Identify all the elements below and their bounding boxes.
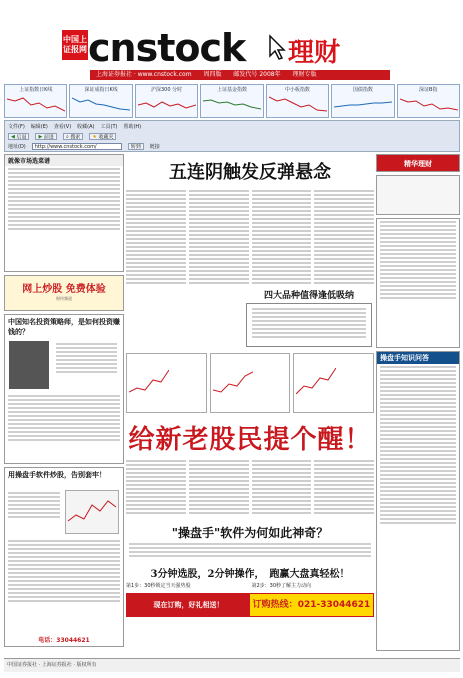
text-line — [380, 466, 456, 468]
text-line — [8, 188, 120, 190]
star-icon: ★ — [92, 133, 97, 140]
text-line — [8, 560, 120, 562]
section-title: 理财 — [288, 38, 341, 68]
text-line — [380, 382, 456, 384]
stock-chart — [296, 362, 336, 402]
text-line — [252, 332, 366, 334]
topic-box — [4, 154, 124, 272]
menu-edit[interactable]: 编辑(E) — [30, 123, 48, 130]
text-line — [380, 261, 456, 263]
text-line — [380, 494, 456, 496]
text-line — [8, 568, 120, 570]
browser-toolbar — [4, 120, 460, 152]
text-line — [8, 552, 120, 554]
phone-box — [250, 594, 373, 616]
address-bar — [5, 141, 459, 151]
text-line — [8, 512, 60, 514]
text-line — [380, 394, 456, 396]
article-col — [252, 188, 312, 288]
mini-chart-title: 沪深300 分时 — [150, 87, 183, 93]
address-input[interactable]: http://www.cnstock.com/ — [32, 143, 122, 150]
text-line — [8, 572, 120, 574]
text-line — [380, 225, 456, 227]
text-line — [8, 544, 120, 546]
qa-box — [376, 351, 460, 651]
text-line — [380, 406, 456, 408]
text-line — [380, 510, 456, 512]
question-headline[interactable]: "操盘手"软件为何如此神奇？ — [171, 526, 329, 540]
article-col — [126, 188, 186, 288]
back-label: 后退 — [16, 134, 27, 140]
text-line — [380, 502, 456, 504]
text-line — [380, 281, 456, 283]
promo-step-1: 第1步：30秒锁定当天强势股 — [126, 583, 191, 589]
text-line — [8, 208, 120, 210]
chart-line — [7, 93, 65, 115]
text-line — [8, 600, 120, 602]
text-line — [380, 269, 456, 271]
article-columns — [126, 188, 374, 288]
text-line — [8, 176, 120, 178]
mini-chart[interactable] — [200, 84, 263, 118]
menu-file[interactable]: 文件(F) — [8, 123, 25, 130]
article-col — [314, 188, 374, 288]
mini-chart-title: 上证指数日K线 — [19, 87, 53, 93]
mini-chart-title: 国债指数 — [352, 87, 373, 93]
text-line — [380, 410, 456, 412]
left-sidebar — [4, 154, 124, 654]
go-button[interactable]: 转到 — [128, 143, 144, 150]
text-line — [8, 584, 120, 586]
chart-line — [203, 93, 261, 115]
text-line — [252, 336, 366, 338]
text-line — [8, 180, 120, 182]
text-line — [8, 492, 60, 494]
masthead-band — [90, 70, 390, 80]
text-line — [380, 522, 456, 524]
phone-number: 021-33044621 — [297, 600, 371, 610]
text-line — [252, 312, 366, 314]
text-line — [380, 474, 456, 476]
text-line — [56, 359, 117, 361]
site-logo[interactable]: cnstock — [88, 26, 246, 70]
stock-pick-card[interactable] — [126, 353, 207, 413]
text-line — [380, 422, 456, 424]
text-line — [8, 192, 120, 194]
alert-columns — [126, 458, 374, 520]
text-line — [129, 555, 371, 557]
text-line — [8, 504, 60, 506]
links-label[interactable]: 链接 — [149, 143, 160, 150]
text-line — [8, 184, 120, 186]
address-label: 地址(D) — [8, 143, 26, 150]
right-promo-image[interactable] — [376, 175, 460, 215]
text-line — [56, 371, 117, 373]
text-line — [56, 363, 117, 365]
text-line — [8, 172, 120, 174]
text-line — [8, 540, 120, 542]
text-line — [8, 516, 60, 518]
text-line — [380, 450, 456, 452]
text-line — [8, 204, 120, 206]
text-line — [380, 430, 456, 432]
text-line — [56, 351, 117, 353]
text-line — [380, 257, 456, 259]
favorites-button[interactable] — [89, 133, 116, 140]
text-line — [8, 576, 120, 578]
chart-line — [269, 93, 327, 115]
phone-label: 订购热线： — [252, 600, 298, 610]
text-line — [8, 407, 120, 409]
text-line — [380, 458, 456, 460]
text-line — [56, 343, 117, 345]
mini-chart-title: 中小板指数 — [284, 87, 310, 93]
text-line — [380, 370, 456, 372]
text-line — [380, 402, 456, 404]
text-line — [380, 438, 456, 440]
favorites-label: 收藏夹 — [98, 134, 114, 140]
text-line — [380, 265, 456, 267]
subscribe-label: 现在订购，好礼相送！ — [127, 594, 250, 616]
text-line — [380, 366, 456, 368]
text-line — [380, 426, 456, 428]
stock-pick-card[interactable] — [293, 353, 374, 413]
strategist-box — [4, 314, 124, 464]
text-line — [129, 543, 371, 545]
text-line — [8, 220, 120, 222]
text-line — [8, 212, 120, 214]
text-line — [8, 439, 120, 441]
text-line — [380, 462, 456, 464]
chart-line — [400, 93, 458, 115]
text-line — [380, 233, 456, 235]
text-line — [8, 399, 120, 401]
text-line — [8, 216, 120, 218]
text-line — [252, 320, 366, 322]
forward-label: 前进 — [43, 134, 54, 140]
band-item: 周四版 — [203, 71, 222, 78]
text-line — [380, 518, 456, 520]
qa-title: 操盘手知识问答 — [377, 352, 459, 364]
forward-arrow-icon: ▶ — [38, 133, 43, 140]
chart-line — [72, 93, 130, 115]
page-footer: 中国证券报社 · 上海证券报社 · 版权所有 — [4, 658, 460, 672]
sub-article — [246, 288, 372, 347]
right-news-box — [376, 218, 460, 348]
chart-line — [138, 93, 196, 115]
text-line — [8, 419, 120, 421]
mini-chart-title: 深证成指日K线 — [84, 87, 118, 93]
alert-col — [189, 458, 249, 520]
nav-bar — [5, 131, 459, 141]
question-text — [126, 543, 374, 563]
question-title: 中国知名投资策略师，是如何投资赚钱的？ — [8, 317, 120, 336]
band-item: 邮发代号 2008年 — [233, 71, 281, 78]
text-line — [380, 414, 456, 416]
mini-chart[interactable] — [69, 84, 132, 118]
text-line — [8, 580, 120, 582]
text-line — [380, 486, 456, 488]
search-icon: ⌕ — [65, 133, 69, 140]
right-ad-title: 精华理财 — [404, 160, 432, 168]
text-line — [8, 196, 120, 198]
text-line — [8, 596, 120, 598]
text-line — [129, 551, 371, 553]
website-label: 上海证券报社 · www.cnstock.com — [96, 71, 192, 78]
text-line — [380, 237, 456, 239]
search-button[interactable] — [63, 133, 83, 140]
menu-tools[interactable]: 工具(T) — [100, 123, 118, 130]
text-line — [380, 378, 456, 380]
masthead — [0, 0, 463, 84]
tool-phone[interactable]: 电话：33044621 — [38, 637, 90, 644]
text-line — [252, 308, 366, 310]
headline-main[interactable]: 五连阴触发反弹悬念 — [169, 162, 331, 183]
stock-chart — [129, 362, 169, 402]
text-line — [380, 418, 456, 420]
text-line — [380, 386, 456, 388]
mini-chart[interactable] — [4, 84, 67, 118]
text-line — [380, 229, 456, 231]
text-line — [380, 245, 456, 247]
text-line — [380, 390, 456, 392]
text-line — [56, 347, 117, 349]
stock-picks — [126, 353, 374, 413]
mini-chart[interactable] — [331, 84, 394, 118]
text-line — [380, 289, 456, 291]
text-line — [252, 328, 366, 330]
forward-button[interactable] — [35, 133, 56, 140]
mini-chart[interactable] — [266, 84, 329, 118]
text-line — [8, 588, 120, 590]
text-line — [8, 224, 120, 226]
text-line — [380, 398, 456, 400]
right-sidebar — [376, 154, 460, 654]
text-line — [8, 431, 120, 433]
text-line — [8, 508, 60, 510]
main-content — [126, 154, 374, 654]
sub-headline[interactable]: 四大品种值得逢低吸纳 — [263, 291, 354, 301]
mini-chart-title: 上证基金指数 — [216, 87, 247, 93]
back-arrow-icon: ◀ — [11, 133, 15, 140]
text-line — [56, 367, 117, 369]
mini-chart-title: 深证B指 — [419, 87, 438, 93]
text-line — [8, 427, 120, 429]
text-line — [8, 496, 60, 498]
text-line — [8, 415, 120, 417]
text-line — [252, 324, 366, 326]
tool-box — [4, 467, 124, 647]
text-line — [380, 297, 456, 299]
menu-view[interactable]: 查看(V) — [53, 123, 72, 130]
stock-pick-card[interactable] — [210, 353, 291, 413]
stock-chart — [213, 362, 253, 402]
text-line — [8, 395, 120, 397]
text-line — [8, 592, 120, 594]
headline-alert[interactable]: 给新老股民提个醒！ — [128, 425, 372, 455]
mini-chart[interactable] — [397, 84, 460, 118]
ad-box[interactable] — [4, 275, 124, 311]
search-label: 搜索 — [70, 134, 81, 140]
text-line — [380, 285, 456, 287]
band-item: 理财专版 — [292, 71, 317, 78]
text-line — [8, 228, 120, 230]
text-line — [380, 506, 456, 508]
text-line — [380, 454, 456, 456]
text-line — [380, 478, 456, 480]
promo-step-2: 第2步：30秒了解主力动向 — [251, 583, 312, 589]
promo-headline: 3分钟选股，2分钟操作， 跑赢大盘真轻松！ — [150, 569, 350, 580]
chart-line — [334, 93, 392, 115]
text-line — [380, 293, 456, 295]
market-chart-strip — [4, 84, 460, 118]
menu-help[interactable]: 帮助(H) — [123, 123, 142, 130]
text-line — [380, 482, 456, 484]
text-line — [8, 168, 120, 170]
order-banner[interactable] — [126, 593, 374, 617]
text-line — [380, 446, 456, 448]
text-line — [380, 241, 456, 243]
sub-article-box — [246, 303, 372, 347]
text-line — [380, 374, 456, 376]
text-line — [8, 548, 120, 550]
text-line — [8, 200, 120, 202]
text-line — [252, 316, 366, 318]
back-button[interactable] — [8, 133, 29, 140]
cursor-icon — [268, 34, 286, 60]
right-ad-box[interactable] — [376, 154, 460, 172]
text-line — [380, 498, 456, 500]
text-line — [8, 411, 120, 413]
promo-steps — [126, 582, 374, 589]
text-line — [380, 249, 456, 251]
alert-col — [252, 458, 312, 520]
tool-title: 用操盘手软件炒股，告别套牢！ — [8, 470, 106, 479]
strategist-photo — [9, 341, 49, 389]
text-line — [380, 277, 456, 279]
text-line — [8, 556, 120, 558]
text-line — [380, 490, 456, 492]
text-line — [56, 355, 117, 357]
text-line — [380, 514, 456, 516]
text-line — [8, 500, 60, 502]
text-line — [380, 442, 456, 444]
topic-title: 就像市场选菜谱 — [5, 155, 123, 166]
text-line — [380, 221, 456, 223]
text-line — [8, 564, 120, 566]
alert-col — [314, 458, 374, 520]
text-line — [8, 403, 120, 405]
article-col — [189, 188, 249, 288]
ad-title: 网上炒股 免费体验 — [22, 284, 106, 295]
menu-bar — [5, 121, 459, 131]
text-line — [380, 470, 456, 472]
text-line — [380, 253, 456, 255]
menu-favorites[interactable]: 收藏(A) — [77, 123, 95, 130]
tool-screenshot — [65, 490, 119, 534]
text-line — [8, 423, 120, 425]
ad-sub: 财经频道 — [56, 296, 72, 301]
text-line — [380, 434, 456, 436]
text-line — [380, 273, 456, 275]
mini-chart[interactable] — [135, 84, 198, 118]
alert-col — [126, 458, 186, 520]
text-line — [8, 435, 120, 437]
text-line — [129, 547, 371, 549]
logo-badge: 中国上证报网 — [62, 30, 88, 60]
tool-chart — [66, 491, 118, 533]
